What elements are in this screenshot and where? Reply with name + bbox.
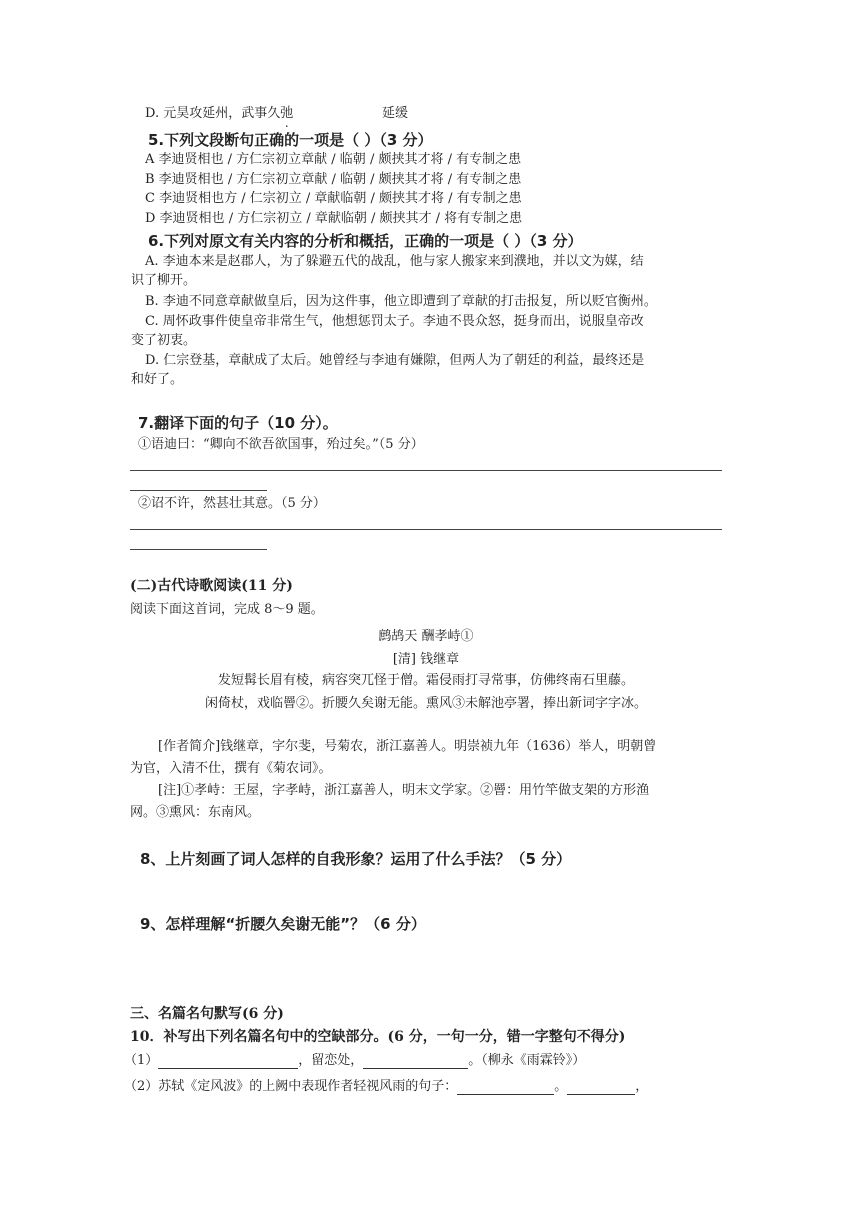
- poem-instruction: 阅读下面这首词，完成 8～9 题。: [130, 602, 324, 617]
- q5-title: 5.下列文段断句正确的一项是（ ）（3 分）: [148, 131, 433, 149]
- q6-option-d-line1: D. 仁宗登基，章献成了太后。她曾经与李迪有嫌隙，但两人为了朝廷的利益，最终还是: [145, 353, 645, 368]
- part3-heading: 三、名篇名句默写(6 分): [130, 1006, 284, 1022]
- answer-line: [130, 549, 267, 550]
- poem-line-2: 闲倚杖，戏临罾②。折腰久矣谢无能。熏风③未解池亭署，捧出新词字字冰。: [204, 696, 647, 711]
- blank-2[interactable]: [363, 1054, 468, 1069]
- q6-title: 6.下列对原文有关内容的分析和概括，正确的一项是（ ）（3 分）: [148, 232, 583, 250]
- q6-option-a-line2: 识了柳开。: [131, 273, 197, 288]
- q6-option-b: B. 李迪不同意章献做皇后，因为这件事，他立即遭到了章献的打击报复，所以贬官衡州。: [145, 294, 657, 309]
- blank-4[interactable]: [567, 1080, 635, 1095]
- fill-line-2: [124, 1079, 648, 1095]
- q6-option-c-line1: C. 周怀政事件使皇帝非常生气，他想惩罚太子。李迪不畏众怒，挺身而出，说服皇帝改: [145, 314, 644, 329]
- q7-sentence-1: ①语迪曰：“卿向不欲吾欲国事，殆过矣。”（5 分）: [138, 437, 424, 452]
- q7-title: 7.翻译下面的句子（10 分）。: [138, 414, 338, 432]
- blank-1[interactable]: [158, 1054, 298, 1069]
- q9-question: 9、怎样理解“折腰久矣谢无能”？（6 分）: [140, 915, 426, 933]
- answer-line: [130, 470, 722, 471]
- fill-line-1-end: 。（柳永《雨霖铃》）: [468, 1053, 586, 1068]
- q4-option-d: [145, 106, 293, 122]
- answer-line: [130, 529, 722, 530]
- poem-line-1: 发短髯长眉有棱，病容突兀怪于僧。霜侵雨打寻常事，仿佛终南石里藤。: [217, 673, 634, 688]
- q10-instruction: 10．补写出下列名篇名句中的空缺部分。(6 分，一句一分，错一字整句不得分): [130, 1029, 626, 1045]
- notes-line2: 网。③熏风：东南风。: [130, 805, 261, 820]
- fill-line-1-mid: ，留恋处，: [298, 1053, 364, 1068]
- author-intro-line2: 为官，入清不仕，撰有《菊农词》。: [130, 761, 332, 776]
- q5-option-b: B 李迪贤相也 / 方仁宗初立章献 / 临朝 / 颇挟其才将 / 有专制之患: [145, 172, 522, 187]
- poem-author: [清] 钱继章: [392, 652, 460, 667]
- answer-line: [130, 490, 267, 491]
- fill-line-2-text: （2）苏轼《定风波》的上阙中表现作者轻视风雨的句子：: [124, 1079, 458, 1094]
- poem-section-heading: (二)古代诗歌阅读(11 分): [130, 578, 293, 594]
- q5-option-d: D 李迪贤相也 / 方仁宗初立 / 章献临朝 / 颇挟其才 / 将有专制之患: [145, 211, 523, 226]
- q6-option-c-line2: 变了初衷。: [131, 333, 197, 348]
- fill-line-2-end: ，: [635, 1079, 649, 1094]
- q5-option-c: C 李迪贤相也方 / 仁宗初立 / 章献临朝 / 颇挟其才将 / 有专制之患: [145, 191, 522, 206]
- poem-title: 鹧鸪天 酬孝峙①: [378, 629, 474, 644]
- notes-line1: [注]①孝峙：王屋，字孝峙，浙江嘉善人，明末文学家。②罾：用竹竿做支架的方形渔: [158, 783, 650, 798]
- q6-option-a-line1: A. 李迪本来是赵郡人，为了躲避五代的战乱，他与家人搬家来到濮地，并以文为媒，结: [145, 254, 644, 269]
- q4-option-d-gloss: 延缓: [382, 106, 409, 121]
- q4-option-d-dotted-char: 弛: [280, 106, 294, 121]
- fill-line-1-num: （1）: [124, 1053, 159, 1068]
- fill-line-1: [124, 1053, 585, 1069]
- author-intro-line1: [作者简介]钱继章，字尔斐，号菊农，浙江嘉善人。明崇祯九年（1636）举人，明朝曾: [158, 739, 657, 754]
- q5-option-a: A 李迪贤相也 / 方仁宗初立章献 / 临朝 / 颇挟其才将 / 有专制之患: [145, 152, 522, 167]
- q8-question: 8、上片刻画了词人怎样的自我形象？运用了什么手法？（5 分）: [140, 850, 572, 868]
- q6-option-d-line2: 和好了。: [131, 372, 184, 387]
- fill-line-2-sep: 。: [554, 1079, 568, 1094]
- q7-sentence-2: ②诏不许，然甚壮其意。（5 分）: [138, 496, 326, 511]
- q4-option-d-text: D. 元昊攻延州，武事久: [145, 106, 281, 121]
- blank-3[interactable]: [457, 1080, 554, 1095]
